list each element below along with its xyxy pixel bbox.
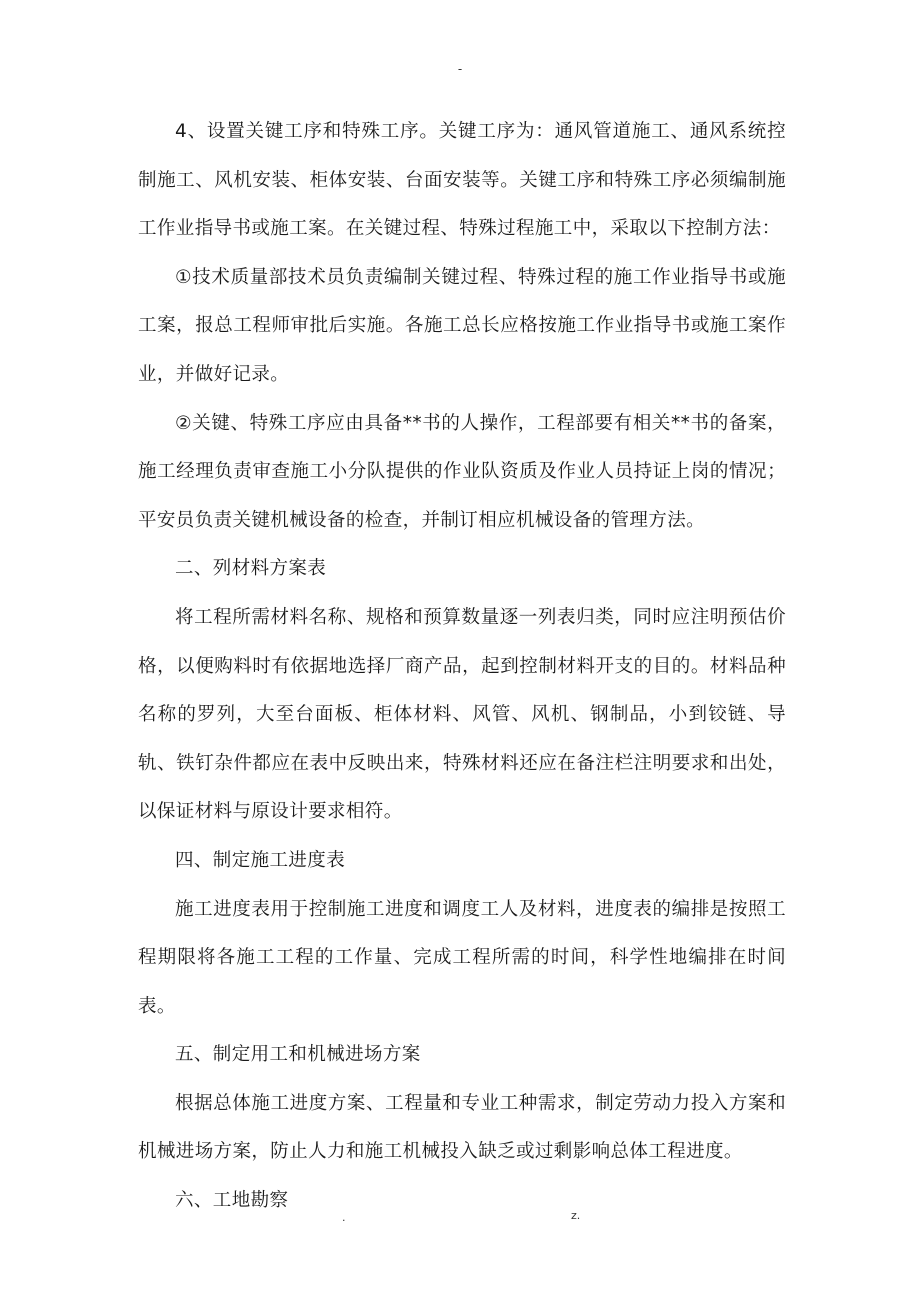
paragraph-material-plan: 将工程所需材料名称、规格和预算数量逐一列表归类，同时应注明预估价格，以便购料时有依据地选择厂商产品，起到控制材料开支的目的。材料品种名称的罗列，大至台面板、柜体材料、风管、风机、钢制品，小到铰链、导轨、铁钉杂件都应在表中反映出来，特殊材料还应在备注栏注明要求和出处，以保证材料与原设计要求相符。 bbox=[138, 606, 786, 823]
paragraph-labor-machinery: 根据总体施工进度方案、工程量和专业工种需求，制定劳动力投入方案和机械进场方案，防止人力和施工机械投入缺乏或过剩影响总体工程进度。 bbox=[138, 1092, 786, 1163]
document-body bbox=[138, 108, 786, 1226]
paragraph-item-2: ②关键、特殊工序应由具备**书的人操作，工程部要有相关**书的备案，施工经理负责审查施工小分队提供的作业队资质及作业人员持证上岗的情况；平安员负责关键机械设备的检查，并制订相应机械设备的管理方法。 bbox=[138, 412, 786, 531]
page-footer-right: z. bbox=[571, 1209, 581, 1222]
section-heading-material-plan: 二、列材料方案表 bbox=[175, 558, 327, 580]
page-header-mark: - bbox=[457, 62, 463, 76]
section-heading-schedule: 四、制定施工进度表 bbox=[175, 849, 346, 871]
paragraph-key-processes: 4、设置关键工序和特殊工序。关键工序为：通风管道施工、通风系统控制施工、风机安装、柜体安装、台面安装等。关键工序和特殊工序必须编制施工作业指导书或施工案。在关键过程、特殊过程施工中，采取以下控制方法： bbox=[138, 121, 786, 240]
paragraph-schedule: 施工进度表用于控制施工进度和调度工人及材料，进度表的编排是按照工程期限将各施工工程的工作量、完成工程所需的时间，科学性地编排在时间表。 bbox=[138, 898, 786, 1017]
section-heading-site-survey: 六、工地勘察 bbox=[175, 1190, 289, 1212]
paragraph-item-1: ①技术质量部技术员负责编制关键过程、特殊过程的施工作业指导书或施工案，报总工程师审批后实施。各施工总长应格按施工作业指导书或施工案作业，并做好记录。 bbox=[138, 266, 786, 385]
section-heading-labor-machinery: 五、制定用工和机械进场方案 bbox=[175, 1044, 421, 1066]
page-footer-left: . bbox=[342, 1211, 346, 1224]
